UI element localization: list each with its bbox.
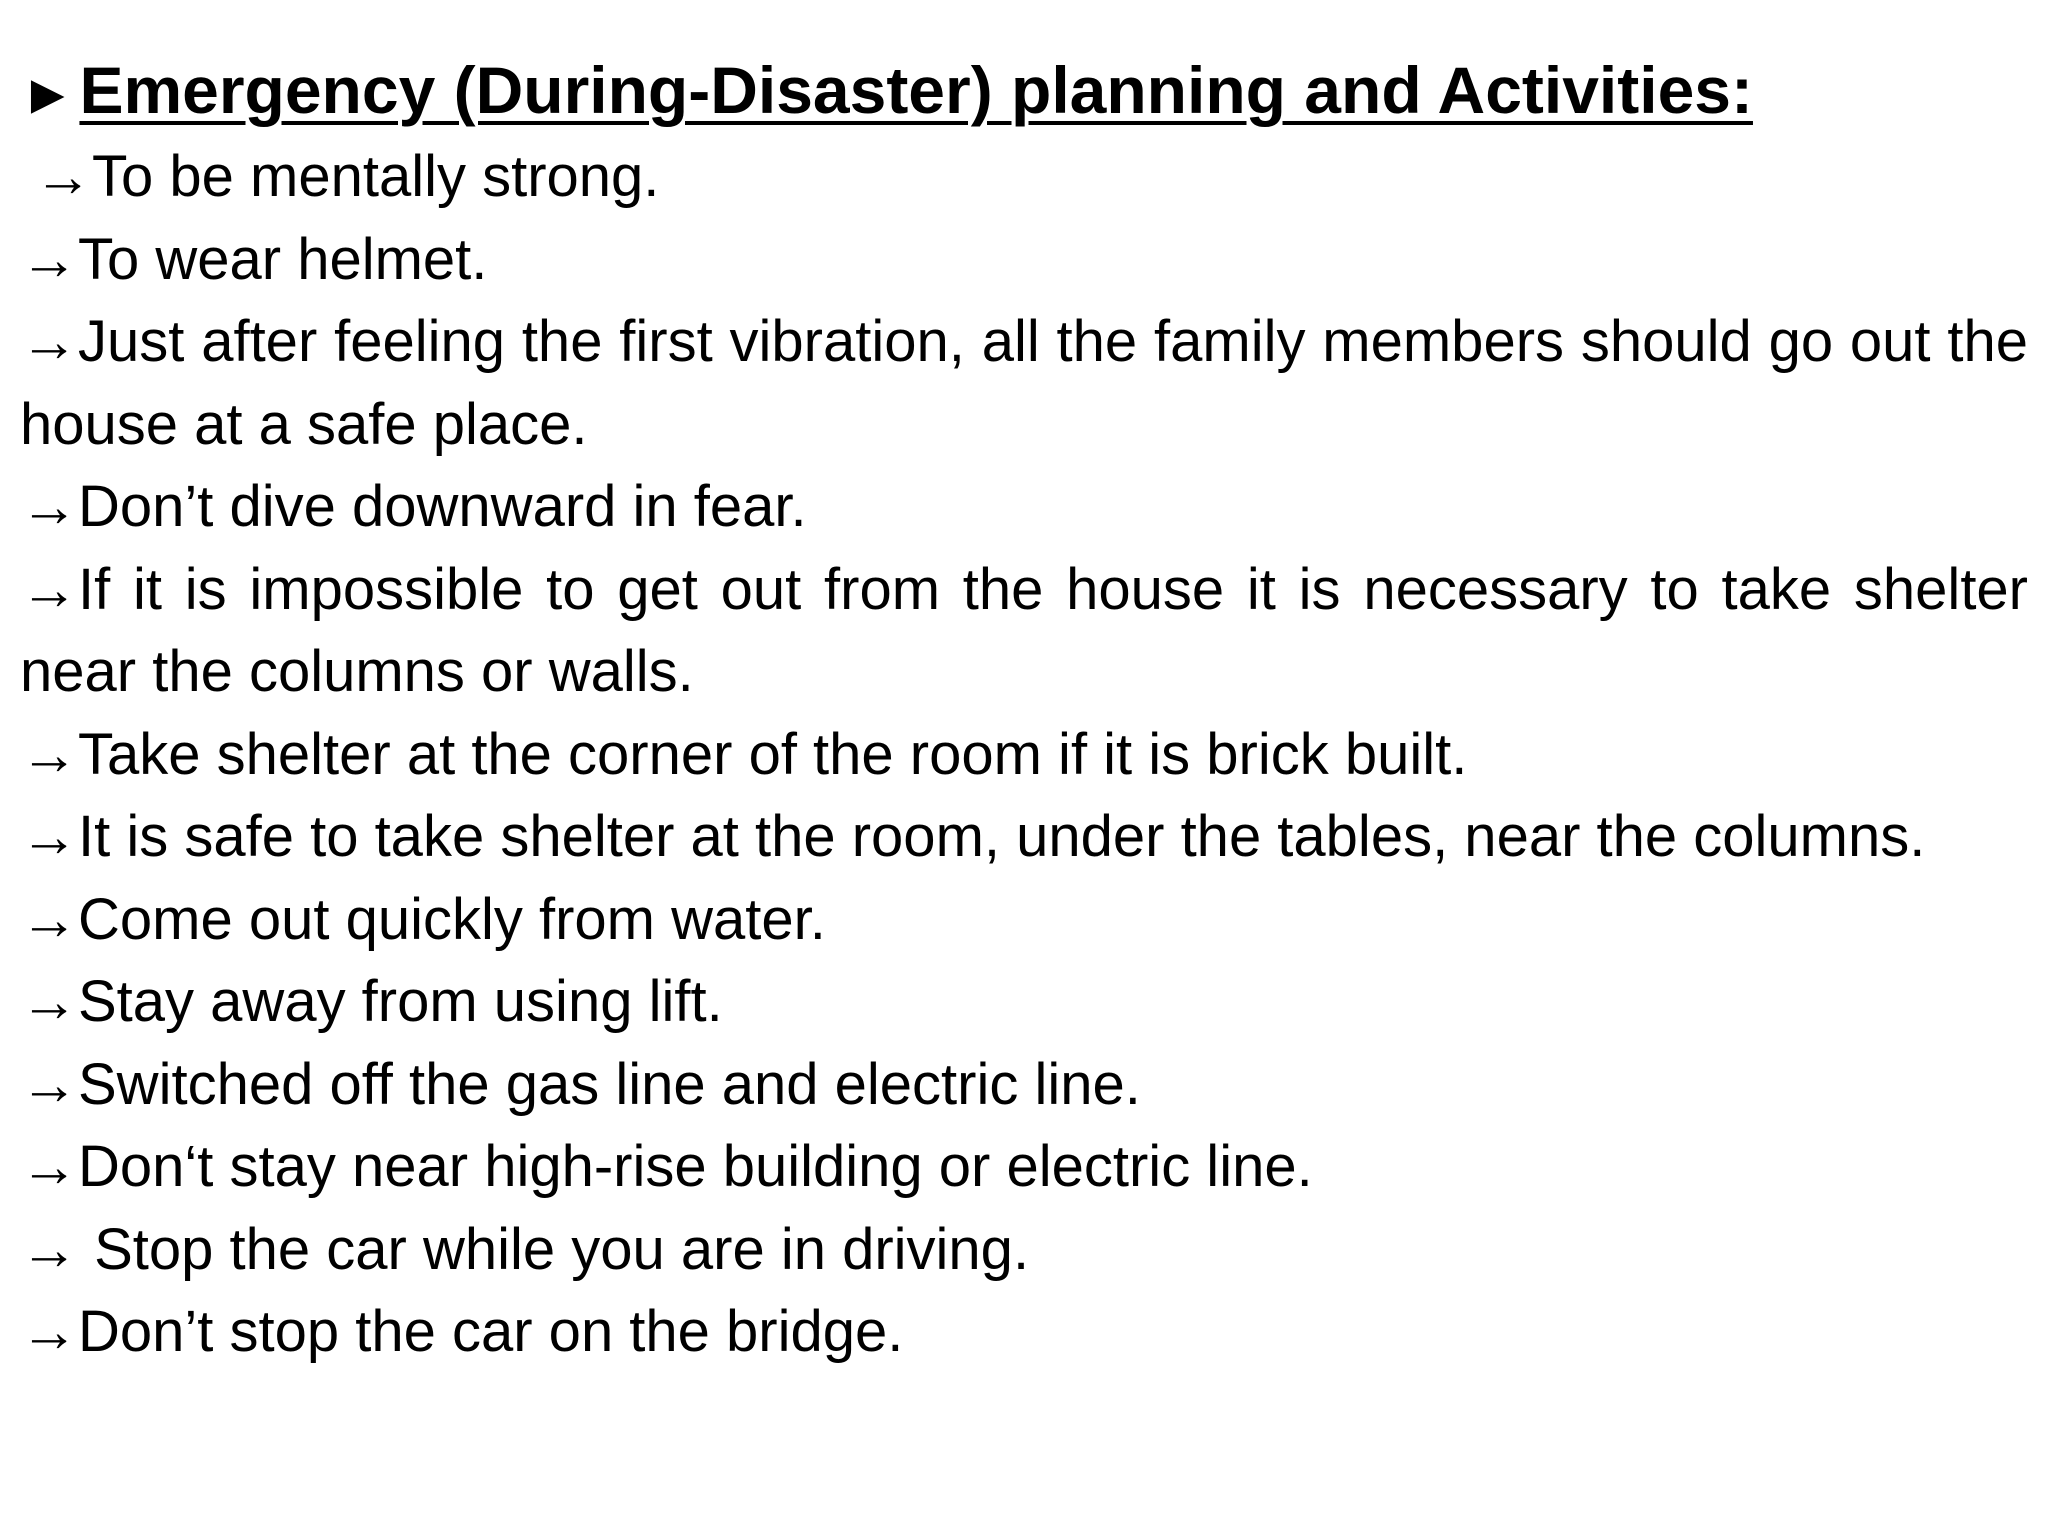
list-item [20, 1291, 2028, 1374]
heading-text: Emergency (During-Disaster) planning and Activities: [79, 53, 1753, 127]
arrow-icon: → [20, 1216, 78, 1282]
arrow-icon: → [20, 556, 78, 622]
arrow-icon: → [34, 144, 92, 209]
list-item [20, 714, 2028, 797]
list-item [20, 136, 2042, 219]
arrow-icon: → [20, 309, 78, 374]
list-item-text: Stop the car while you are in driving. [78, 1216, 1030, 1282]
activity-list [20, 136, 2028, 1374]
list-item [20, 879, 2028, 962]
arrow-icon: → [20, 721, 78, 787]
list-item [20, 549, 2028, 714]
arrow-icon: → [20, 1299, 78, 1364]
arrow-icon: → [20, 474, 78, 539]
list-item-text: Don’t dive downward in fear. [78, 474, 807, 539]
list-item-text: Come out quickly from water. [78, 886, 826, 952]
list-item [20, 1209, 2028, 1292]
arrow-icon: → [20, 226, 78, 292]
arrow-icon: → [20, 1051, 78, 1117]
list-item-text: Don’t stop the car on the bridge. [78, 1299, 904, 1364]
list-item-text: Just after feeling the first vibration, all the family members should go out the house at a safe place. [20, 309, 2028, 457]
list-item [20, 301, 2028, 466]
arrow-icon: → [20, 804, 78, 869]
arrow-icon: → [20, 969, 78, 1034]
list-item [20, 961, 2028, 1044]
list-item-text: If it is impossible to get out from the house it is necessary to take shelter near the columns or walls. [20, 556, 2028, 704]
arrow-icon: → [20, 1134, 78, 1199]
list-item-text: To wear helmet. [78, 226, 488, 292]
list-item-text: To be mentally strong. [92, 144, 660, 209]
list-item-text: Take shelter at the corner of the room if it is brick built. [78, 721, 1468, 787]
list-item-text: Stay away from using lift. [78, 969, 723, 1034]
list-item [20, 1126, 2028, 1209]
list-item [20, 1044, 2028, 1127]
list-item [20, 796, 2028, 879]
list-item-text: It is safe to take shelter at the room, under the tables, near the columns. [78, 804, 1926, 869]
list-item-text: Don‘t stay near high-rise building or electric line. [78, 1134, 1313, 1199]
list-item [20, 466, 2028, 549]
list-item-text: Switched off the gas line and electric line. [78, 1051, 1141, 1117]
list-item [20, 219, 2028, 302]
page-title [20, 48, 2028, 136]
triangle-bullet-icon: ► [20, 62, 76, 125]
arrow-icon: → [20, 886, 78, 952]
